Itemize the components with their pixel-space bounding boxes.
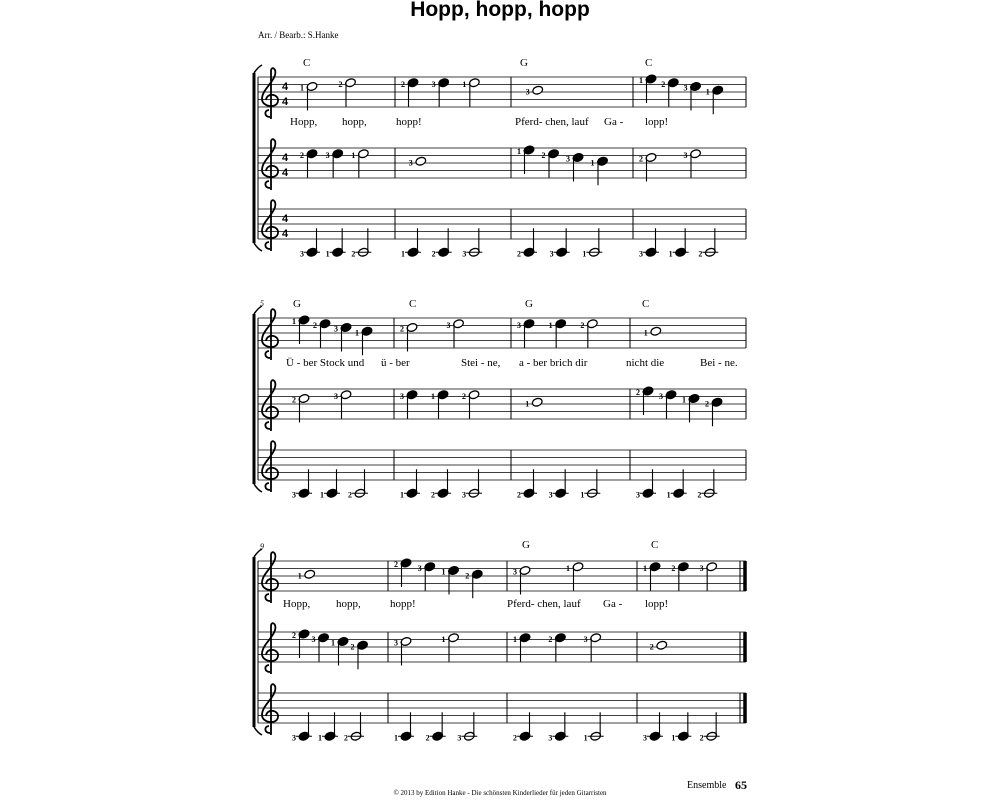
page-number: 65 [735,778,747,792]
lyric-text: hopp! [396,116,422,128]
lyric-text: Hopp, [290,116,318,128]
fingering-number: 2 [431,490,435,500]
time-signature-denominator: 4 [282,167,289,179]
treble-clef-icon [262,309,278,360]
treble-clef-icon [262,380,278,431]
lyric-text: lopp! [645,598,669,610]
fingering-number: 3 [417,563,422,573]
lyric-text: Hopp, [283,598,311,610]
fingering-number: 3 [699,563,704,573]
chord-symbol: C [642,298,650,310]
fingering-number: 2 [292,395,296,405]
fingering-number: 2 [400,324,404,334]
fingering-number: 1 [401,249,405,259]
lyric-text: Bei - ne. [700,357,738,369]
fingering-number: 2 [344,733,348,743]
fingering-number: 2 [425,733,430,743]
fingering-number: 1 [566,563,570,573]
fingering-number: 3 [566,154,570,164]
fingering-number: 3 [462,249,467,259]
fingering-number: 1 [441,634,446,644]
fingering-number: 3 [311,634,316,644]
fingering-number: 3 [300,249,304,259]
chord-symbol: C [409,298,417,310]
fingering-number: 3 [457,733,462,743]
fingering-number: 1 [671,733,676,743]
lyric-text: Ga - [603,598,623,610]
fingering-number: 2 [548,634,553,644]
fingering-number: 3 [394,638,398,648]
fingering-number: 1 [666,490,671,500]
fingering-number: 2 [431,249,436,259]
time-signature-denominator: 4 [282,96,289,108]
time-signature-denominator: 4 [282,228,289,240]
fingering-number: 1 [668,249,673,259]
fingering-number: 3 [639,249,643,259]
bracket-hook-bottom [254,727,262,735]
fingering-number: 3 [636,490,640,500]
note-head [650,326,662,336]
chord-symbol: G [522,539,530,551]
lyric-text: a - ber brich dir [519,357,588,369]
fingering-number: 3 [334,324,338,334]
lyric-text: Stei - ne, [461,357,501,369]
fingering-number: 1 [355,328,359,338]
fingering-number: 2 [580,320,585,330]
note-head [532,85,544,95]
chord-symbol: G [525,298,533,310]
fingering-number: 3 [446,320,451,330]
fingering-number: 2 [338,79,343,89]
treble-clef-icon [262,552,278,603]
fingering-number: 1 [394,733,398,743]
treble-clef-icon [262,684,278,735]
chord-symbol: C [651,539,659,551]
chord-symbol: G [520,57,528,69]
fingering-number: 1 [582,249,587,259]
fingering-number: 1 [331,638,335,648]
note-head [415,156,427,166]
fingering-number: 3 [548,490,553,500]
fingering-number: 1 [462,79,467,89]
chord-symbol: C [303,57,311,69]
time-signature-numerator: 4 [282,213,289,225]
lyric-text: Pferd- chen, lauf [515,116,589,128]
fingering-number: 1 [441,567,446,577]
fingering-number: 1 [300,83,304,93]
treble-clef-icon [262,200,278,251]
fingering-number: 2 [517,249,521,259]
fingering-number: 1 [351,150,356,160]
fingering-number: 3 [400,391,404,401]
time-signature-numerator: 4 [282,81,289,93]
fingering-number: 2 [697,490,702,500]
time-signature-numerator: 4 [282,152,289,164]
fingering-number: 3 [525,87,530,97]
lyric-text: Ü - ber Stock und [286,357,365,369]
lyric-text: ü - ber [381,357,410,369]
fingering-number: 2 [348,490,352,500]
fingering-number: 3 [325,150,330,160]
treble-clef-icon [262,623,278,674]
bracket-hook-top [254,65,262,73]
fingering-number: 2 [465,571,470,581]
fingering-number: 1 [318,733,322,743]
treble-clef-icon [262,441,278,492]
fingering-number: 1 [517,147,521,156]
fingering-number: 1 [320,490,324,500]
page-title: Hopp, hopp, hopp [410,0,590,21]
fingering-number: 3 [643,733,647,743]
lyric-text: lopp! [645,116,669,128]
chord-symbol: G [293,298,301,310]
fingering-number: 3 [659,391,663,401]
fingering-number: 1 [548,320,553,330]
chord-symbol: C [645,57,653,69]
fingering-number: 3 [292,490,296,500]
fingering-number: 2 [649,642,654,652]
lyric-text: nicht die [626,357,665,369]
fingering-number: 1 [400,490,404,500]
note-head [656,640,668,650]
fingering-number: 2 [636,388,640,397]
fingering-number: 3 [548,733,553,743]
fingering-number: 2 [639,154,643,164]
fingering-number: 1 [297,571,302,581]
fingering-number: 3 [549,249,554,259]
fingering-number: 2 [351,249,356,259]
fingering-number: 3 [431,79,436,89]
fingering-number: 3 [334,391,338,401]
fingering-number: 2 [699,733,704,743]
note-head [531,397,543,407]
fingering-number: 2 [401,79,405,89]
fingering-number: 3 [683,83,688,93]
fingering-number: 2 [661,79,666,89]
note-head [304,569,316,579]
lyric-text: hopp, [336,598,361,610]
fingering-number: 1 [639,76,643,85]
fingering-number: 3 [583,634,588,644]
fingering-number: 1 [590,158,595,168]
fingering-number: 2 [671,563,676,573]
fingering-number: 2 [292,631,296,640]
fingering-number: 2 [513,733,517,743]
copyright-notice: © 2013 by Edition Hanke - Die schönsten Kinderlieder für jeden Gitarristen [393,789,607,797]
fingering-number: 3 [683,150,688,160]
fingering-number: 2 [705,399,709,409]
fingering-number: 1 [325,249,330,259]
fingering-number: 3 [462,490,466,500]
lyric-text: hopp! [390,598,416,610]
fingering-number: 3 [517,320,521,330]
fingering-number: 1 [292,317,296,326]
bracket-hook-bottom [254,243,262,251]
lyric-text: Pferd- chen, lauf [507,598,581,610]
lyric-text: hopp, [342,116,367,128]
fingering-number: 2 [541,150,546,160]
fingering-number: 1 [431,391,435,401]
bracket-hook-bottom [254,484,262,492]
fingering-number: 1 [513,634,517,644]
treble-clef-icon [262,68,278,119]
fingering-number: 1 [705,87,710,97]
fingering-number: 2 [350,642,355,652]
fingering-number: 1 [580,490,585,500]
measure-number: 9 [260,542,264,551]
footer-label: Ensemble [687,780,727,791]
fingering-number: 1 [583,733,588,743]
lyric-text: Ga - [604,116,624,128]
fingering-number: 1 [643,328,648,338]
fingering-number: 1 [643,563,647,573]
arranger-credit: Arr. / Bearb.: S.Hanke [258,30,339,40]
fingering-number: 2 [517,490,521,500]
fingering-number: 1 [525,399,530,409]
fingering-number: 3 [292,733,296,743]
fingering-number: 1 [682,395,686,405]
fingering-number: 2 [394,560,398,569]
fingering-number: 2 [300,150,304,160]
fingering-number: 3 [408,158,413,168]
fingering-number: 3 [513,567,517,577]
measure-number: 5 [260,299,264,308]
fingering-number: 2 [698,249,703,259]
fingering-number: 2 [462,391,466,401]
treble-clef-icon [262,139,278,190]
fingering-number: 2 [313,320,317,330]
